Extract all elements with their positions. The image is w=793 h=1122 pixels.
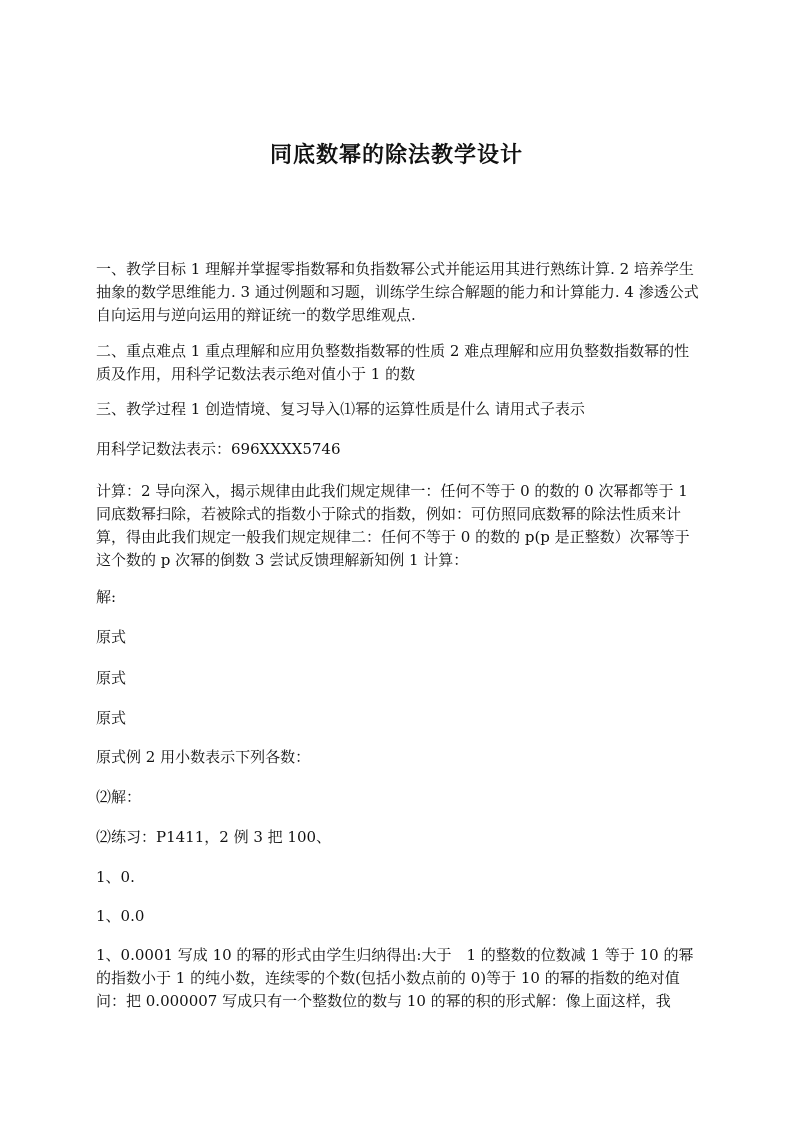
- paragraph-original-1: 原式: [96, 628, 127, 646]
- paragraph-item-2: 1、0.0: [96, 907, 145, 925]
- paragraph-solution-2: ⑵解：: [96, 788, 142, 806]
- paragraph-calculation-rules: 计算：2 导向深入，揭示规律由此我们规定规律一：任何不等于 0 的数的 0 次幂都等于 1 同底数幂扫除，若被除式的指数小于除式的指数，例如：可仿照同底数幂的除法性质来计算，得由此我们规定一般我们规定规律二：任何不等于 0 的数的 p(p 是正整数）次幂等于这个数的 p 次幂的倒数 3 尝试反馈理解新知例 1 计算：: [96, 482, 690, 569]
- paragraph-scientific-notation: 用科学记数法表示：696XXXX5746: [96, 440, 341, 458]
- paragraph-solution-label: 解:: [96, 588, 117, 606]
- paragraph-teaching-goals: 一、教学目标 1 理解并掌握零指数幂和负指数幂公式并能运用其进行熟练计算. 2 培养学生抽象的数学思维能力. 3 通过例题和习题，训练学生综合解题的能力和计算能力. 4 渗透公式自向运用与逆向运用的辩证统一的数学思维观点.: [96, 260, 699, 324]
- page-title: 同底数幂的除法教学设计: [269, 143, 523, 168]
- paragraph-item-3: 1、0.0001 写成 10 的幂的形式由学生归纳得出:大于 1 的整数的位数减 1 等于 10 的幂的指数小于 1 的纯小数，连续零的个数(包括小数点前的 0)等于 10 的幂的指数的绝对值问：把 0.000007 写成只有一个整数位的数与 10 的幂的积的形式解：像上面这样，我: [96, 946, 694, 1010]
- paragraph-key-points: 二、重点难点 1 重点理解和应用负整数指数幂的性质 2 难点理解和应用负整数指数幂的性质及作用，用科学记数法表示绝对值小于 1 的数: [96, 342, 690, 383]
- paragraph-original-2: 原式: [96, 669, 127, 687]
- paragraph-exercise: ⑵练习：P1411，2 例 3 把 100、: [96, 828, 332, 846]
- paragraph-original-3: 原式: [96, 709, 127, 727]
- paragraph-example-2: 原式例 2 用小数表示下列各数：: [96, 748, 311, 766]
- paragraph-teaching-process: 三、教学过程 1 创造情境、复习导入⑴幂的运算性质是什么 请用式子表示: [96, 400, 585, 418]
- paragraph-item-1: 1、0.: [96, 868, 135, 886]
